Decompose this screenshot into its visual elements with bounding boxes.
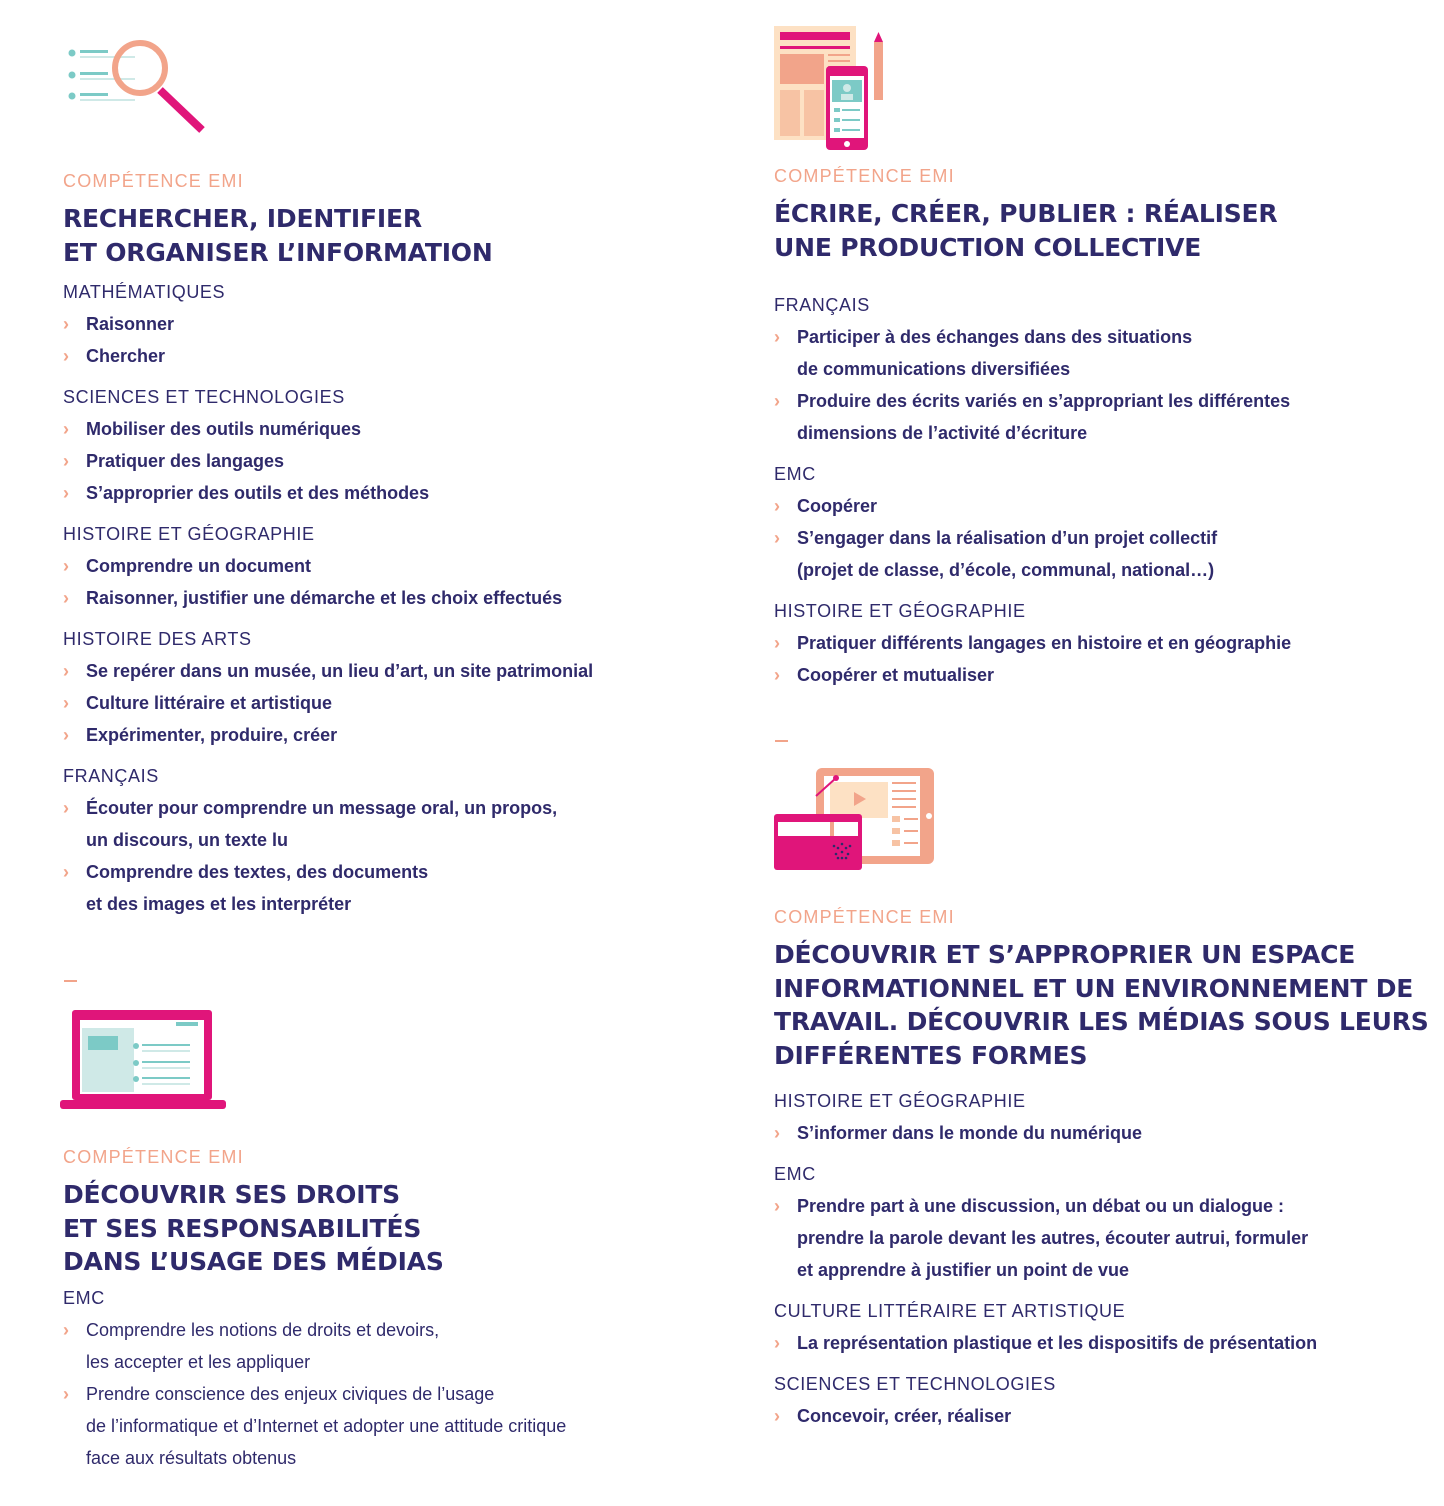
competence-section-droits <box>63 1146 723 1474</box>
competence-title-line: DIFFÉRENTES FORMES <box>774 1040 1088 1070</box>
chevron-right-icon: › <box>63 725 69 745</box>
subject-heading: EMC <box>774 464 816 484</box>
subject-block <box>63 281 723 372</box>
list-item <box>63 445 723 477</box>
list-item <box>774 627 1434 659</box>
competence-list <box>63 1314 723 1474</box>
chevron-right-icon: › <box>774 1406 780 1426</box>
competence-title-line: ET ORGANISER L’INFORMATION <box>63 237 493 267</box>
subject-block <box>774 294 1434 449</box>
subject-heading: HISTOIRE ET GÉOGRAPHIE <box>63 524 315 544</box>
competence-list <box>774 490 1434 586</box>
list-item-text: Raisonner, justifier une démarche et les choix effectués <box>86 588 563 608</box>
subject-heading: HISTOIRE ET GÉOGRAPHIE <box>774 1091 1026 1111</box>
list-item <box>774 1400 1434 1432</box>
list-item-text: Mobiliser des outils numériques <box>86 419 362 439</box>
chevron-right-icon: › <box>63 1319 69 1340</box>
subject-heading: EMC <box>774 1164 816 1184</box>
subject-block <box>63 523 723 614</box>
list-item-text: prendre la parole devant les autres, écouter autrui, formuler <box>797 1228 1309 1248</box>
list-item-text: Expérimenter, produire, créer <box>86 725 338 745</box>
chevron-right-icon: › <box>63 314 69 334</box>
competence-section-ecrire <box>774 165 1434 691</box>
chevron-right-icon: › <box>774 633 780 653</box>
list-item-text: Produire des écrits variés en s’appropriant les différentes <box>797 391 1291 411</box>
competence-title-line: DÉCOUVRIR SES DROITS <box>63 1180 400 1209</box>
list-item-text: S’informer dans le monde du numérique <box>797 1123 1143 1143</box>
chevron-right-icon: › <box>774 1123 780 1143</box>
subject-heading: MATHÉMATIQUES <box>63 282 226 302</box>
competence-label: COMPÉTENCE EMI <box>774 907 955 927</box>
subject-heading: SCIENCES ET TECHNOLOGIES <box>63 387 345 407</box>
tablet-radio-icon <box>772 766 942 876</box>
chevron-right-icon: › <box>774 327 780 347</box>
list-item <box>774 522 1434 586</box>
list-item-text: Se repérer dans un musée, un lieu d’art, un site patrimonial <box>86 661 594 681</box>
list-item <box>774 490 1434 522</box>
chevron-right-icon: › <box>63 661 69 681</box>
list-item <box>774 659 1434 691</box>
competence-list <box>774 1117 1434 1149</box>
list-item-text: Comprendre un document <box>86 556 312 576</box>
list-item-text: S’engager dans la réalisation d’un projet collectif <box>797 528 1218 548</box>
subject-heading: CULTURE LITTÉRAIRE ET ARTISTIQUE <box>774 1301 1126 1321</box>
chevron-right-icon: › <box>63 451 69 471</box>
competence-list <box>63 413 723 509</box>
list-item-text: Coopérer et mutualiser <box>797 665 995 685</box>
list-item <box>774 1190 1434 1286</box>
list-item-text: de communications diversifiées <box>797 359 1071 379</box>
chevron-right-icon: › <box>63 346 69 366</box>
competence-list <box>63 792 723 920</box>
chevron-right-icon: › <box>63 693 69 713</box>
subject-block <box>63 386 723 509</box>
list-item-text: dimensions de l’activité d’écriture <box>797 423 1088 443</box>
list-item-text: Culture littéraire et artistique <box>86 693 333 713</box>
list-item <box>63 550 723 582</box>
competence-label: COMPÉTENCE EMI <box>774 166 955 186</box>
competence-list <box>63 550 723 614</box>
list-item-text: et des images et les interpréter <box>86 894 352 914</box>
list-item-text: un discours, un texte lu <box>86 830 289 850</box>
list-item <box>63 582 723 614</box>
chevron-right-icon: › <box>63 483 69 503</box>
list-item-text: Comprendre des textes, des documents <box>86 862 429 882</box>
list-item <box>63 687 723 719</box>
chevron-right-icon: › <box>774 665 780 685</box>
laptop-icon <box>60 1008 230 1112</box>
competence-title-line: ÉCRIRE, CRÉER, PUBLIER : RÉALISER <box>774 199 1278 228</box>
list-item-text: Pratiquer différents langages en histoire et en géographie <box>797 633 1292 653</box>
chevron-right-icon: › <box>774 1333 780 1353</box>
chevron-right-icon: › <box>63 1383 69 1404</box>
competence-title-line: INFORMATIONNEL ET UN ENVIRONNEMENT DE <box>774 973 1414 1003</box>
competence-list <box>63 308 723 372</box>
chevron-right-icon: › <box>774 528 780 548</box>
newspaper-phone-icon <box>772 24 892 154</box>
chevron-right-icon: › <box>63 588 69 608</box>
subject-heading: HISTOIRE DES ARTS <box>63 629 252 649</box>
list-item <box>774 321 1434 385</box>
list-item <box>774 385 1434 449</box>
subject-heading: EMC <box>63 1287 105 1308</box>
competence-list <box>774 1400 1434 1432</box>
competence-section-rechercher <box>63 170 723 920</box>
chevron-right-icon: › <box>63 798 69 818</box>
list-item <box>63 719 723 751</box>
list-item-text: de l’informatique et d’Internet et adopter une attitude critique <box>86 1415 567 1436</box>
subject-block <box>774 1163 1434 1286</box>
subject-heading: HISTOIRE ET GÉOGRAPHIE <box>774 601 1026 621</box>
list-item <box>63 308 723 340</box>
list-item <box>63 792 723 856</box>
subject-block <box>774 1300 1434 1359</box>
list-item-text: Écouter pour comprendre un message oral, un propos, <box>86 798 558 818</box>
subject-block <box>63 765 723 920</box>
list-item-text: Comprendre les notions de droits et devoirs, <box>86 1319 440 1340</box>
subject-heading: SCIENCES ET TECHNOLOGIES <box>774 1374 1056 1394</box>
list-item-text: Raisonner <box>86 314 175 334</box>
list-item <box>63 856 723 920</box>
subject-block <box>774 1090 1434 1149</box>
list-item <box>774 1327 1434 1359</box>
list-item <box>63 340 723 372</box>
list-item-text: les accepter et les appliquer <box>86 1351 311 1372</box>
competence-title-line: TRAVAIL. DÉCOUVRIR LES MÉDIAS SOUS LEURS <box>774 1007 1429 1036</box>
list-item <box>63 655 723 687</box>
list-item-text: S’approprier des outils et des méthodes <box>86 483 430 503</box>
chevron-right-icon: › <box>774 496 780 516</box>
list-item-text: Prendre part à une discussion, un débat ou un dialogue : <box>797 1196 1285 1216</box>
competence-label: COMPÉTENCE EMI <box>63 1147 244 1167</box>
list-item-text: Participer à des échanges dans des situations <box>797 327 1193 347</box>
list-item-text: Prendre conscience des enjeux civiques de l’usage <box>86 1383 495 1404</box>
competence-title <box>774 938 1434 1072</box>
competence-list <box>774 1190 1434 1286</box>
competence-list <box>774 321 1434 449</box>
chevron-right-icon: › <box>63 556 69 576</box>
subject-block <box>63 1287 723 1474</box>
competence-title-line: UNE PRODUCTION COLLECTIVE <box>774 232 1202 262</box>
competence-label: COMPÉTENCE EMI <box>63 171 244 191</box>
list-item-text: Concevoir, créer, réaliser <box>797 1406 1012 1426</box>
list-item <box>774 1117 1434 1149</box>
chevron-right-icon: › <box>774 391 780 411</box>
subject-block <box>774 600 1434 691</box>
competence-title <box>63 1178 723 1279</box>
list-item-text: Coopérer <box>797 496 878 516</box>
competence-list <box>63 655 723 751</box>
chevron-right-icon: › <box>63 862 69 882</box>
list-item-text: La représentation plastique et les dispositifs de présentation <box>797 1333 1318 1353</box>
competence-title-line: DÉCOUVRIR ET S’APPROPRIER UN ESPACE <box>774 940 1356 969</box>
list-item-text: (projet de classe, d’école, communal, national…) <box>797 560 1215 580</box>
separator-dash <box>775 740 788 742</box>
subject-heading: FRANÇAIS <box>63 766 159 786</box>
separator-dash <box>64 980 77 982</box>
competence-section-decouvrir <box>774 906 1434 1432</box>
list-item <box>63 1378 723 1474</box>
list-item <box>63 477 723 509</box>
list-item-text: et apprendre à justifier un point de vue <box>797 1260 1130 1280</box>
competence-title-line: DANS L’USAGE DES MÉDIAS <box>63 1247 444 1276</box>
subject-block <box>774 463 1434 586</box>
list-item-text: Chercher <box>86 346 166 366</box>
chevron-right-icon: › <box>774 1196 780 1216</box>
competence-list <box>774 627 1434 691</box>
competence-title <box>63 202 723 269</box>
competence-title-line: ET SES RESPONSABILITÉS <box>63 1213 422 1243</box>
list-item <box>63 1314 723 1378</box>
list-item <box>63 413 723 445</box>
list-item-text: Pratiquer des langages <box>86 451 285 471</box>
chevron-right-icon: › <box>63 419 69 439</box>
list-item-text: face aux résultats obtenus <box>86 1447 297 1468</box>
subject-heading: FRANÇAIS <box>774 295 870 315</box>
competence-list <box>774 1327 1434 1359</box>
competence-title <box>774 197 1434 264</box>
subject-block <box>63 628 723 751</box>
magnifier-list-icon <box>62 36 212 136</box>
competence-title-line: RECHERCHER, IDENTIFIER <box>63 204 422 233</box>
subject-block <box>774 1373 1434 1432</box>
